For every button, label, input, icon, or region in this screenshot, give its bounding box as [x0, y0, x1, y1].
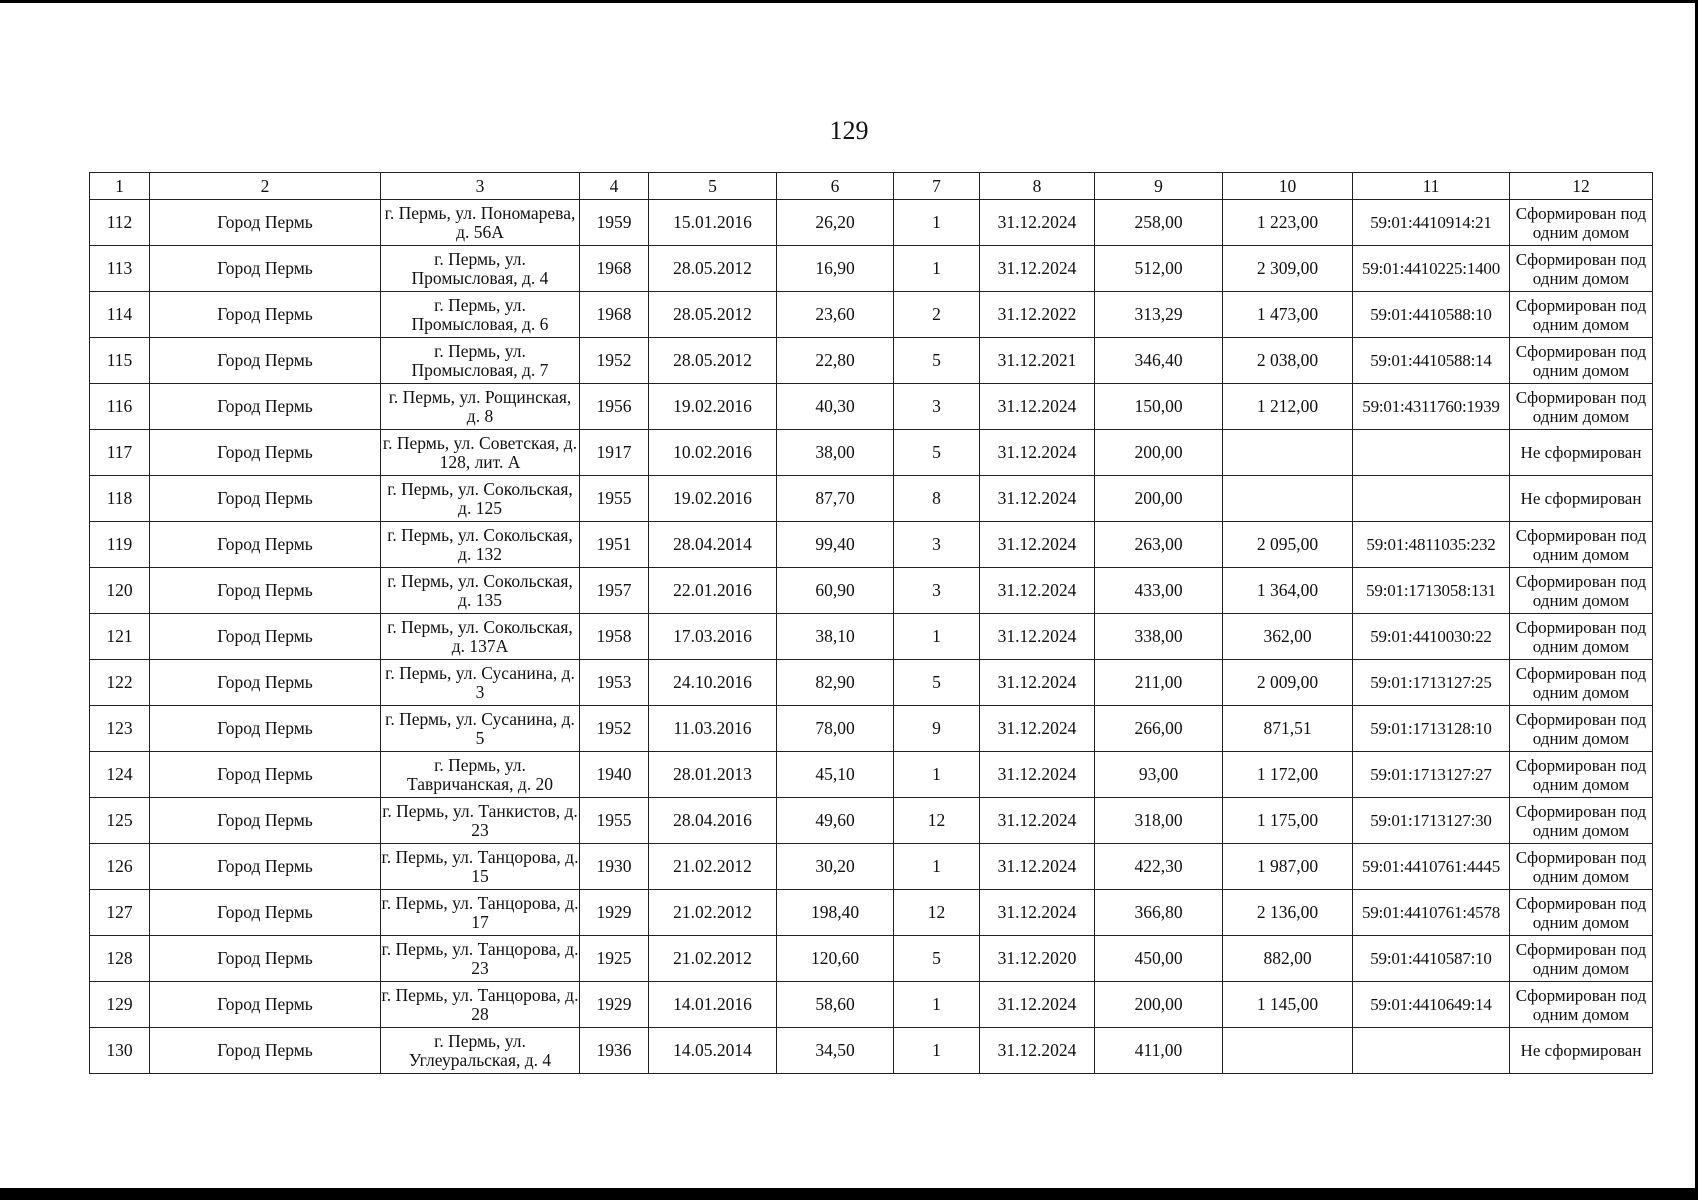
- municipality: Город Пермь: [150, 246, 381, 292]
- municipality: Город Пермь: [150, 706, 381, 752]
- municipality: Город Пермь: [150, 844, 381, 890]
- area-value: 58,60: [777, 982, 894, 1028]
- cadastral-number: 59:01:4311760:1939: [1353, 384, 1510, 430]
- land-area: 1 364,00: [1223, 568, 1353, 614]
- build-year: 1929: [580, 982, 649, 1028]
- cadastral-number: [1353, 476, 1510, 522]
- deadline-date: 31.12.2021: [980, 338, 1095, 384]
- area-total: 200,00: [1095, 476, 1223, 522]
- build-year: 1956: [580, 384, 649, 430]
- row-index: 121: [90, 614, 150, 660]
- build-year: 1951: [580, 522, 649, 568]
- municipality: Город Пермь: [150, 522, 381, 568]
- area-value: 22,80: [777, 338, 894, 384]
- deadline-date: 31.12.2024: [980, 1028, 1095, 1074]
- count-value: 8: [894, 476, 980, 522]
- build-year: 1929: [580, 890, 649, 936]
- registry-table: [89, 172, 1653, 1074]
- cadastral-number: 59:01:4410030:22: [1353, 614, 1510, 660]
- column-number: 4: [580, 173, 649, 200]
- row-index: 126: [90, 844, 150, 890]
- land-status: Сформирован под одним домом: [1510, 844, 1653, 890]
- land-status: Сформирован под одним домом: [1510, 660, 1653, 706]
- area-total: 150,00: [1095, 384, 1223, 430]
- cadastral-number: 59:01:1713058:131: [1353, 568, 1510, 614]
- deadline-date: 31.12.2024: [980, 384, 1095, 430]
- column-number: 12: [1510, 173, 1653, 200]
- count-value: 1: [894, 246, 980, 292]
- date-recognized: 19.02.2016: [649, 384, 777, 430]
- count-value: 1: [894, 844, 980, 890]
- land-status: Сформирован под одним домом: [1510, 292, 1653, 338]
- land-area: 871,51: [1223, 706, 1353, 752]
- area-total: 422,30: [1095, 844, 1223, 890]
- build-year: 1955: [580, 798, 649, 844]
- date-recognized: 21.02.2012: [649, 844, 777, 890]
- land-status: Сформирован под одним домом: [1510, 982, 1653, 1028]
- count-value: 2: [894, 292, 980, 338]
- address: г. Пермь, ул. Рощинская, д. 8: [381, 384, 580, 430]
- deadline-date: 31.12.2024: [980, 798, 1095, 844]
- deadline-date: 31.12.2024: [980, 844, 1095, 890]
- table-row: [90, 614, 1653, 660]
- column-number: 7: [894, 173, 980, 200]
- count-value: 1: [894, 614, 980, 660]
- deadline-date: 31.12.2024: [980, 982, 1095, 1028]
- cadastral-number: 59:01:1713127:25: [1353, 660, 1510, 706]
- area-value: 34,50: [777, 1028, 894, 1074]
- table-row: [90, 660, 1653, 706]
- date-recognized: 15.01.2016: [649, 200, 777, 246]
- area-total: 512,00: [1095, 246, 1223, 292]
- deadline-date: 31.12.2024: [980, 706, 1095, 752]
- land-area: 1 212,00: [1223, 384, 1353, 430]
- table-row: [90, 1028, 1653, 1074]
- municipality: Город Пермь: [150, 936, 381, 982]
- land-area: 1 223,00: [1223, 200, 1353, 246]
- row-index: 129: [90, 982, 150, 1028]
- table-row: [90, 430, 1653, 476]
- address: г. Пермь, ул. Сокольская, д. 125: [381, 476, 580, 522]
- build-year: 1925: [580, 936, 649, 982]
- column-number: 10: [1223, 173, 1353, 200]
- table-row: [90, 246, 1653, 292]
- area-total: 318,00: [1095, 798, 1223, 844]
- land-status: Сформирован под одним домом: [1510, 798, 1653, 844]
- count-value: 5: [894, 936, 980, 982]
- land-area: 2 038,00: [1223, 338, 1353, 384]
- column-number-row: [90, 173, 1653, 200]
- column-number: 9: [1095, 173, 1223, 200]
- area-total: 411,00: [1095, 1028, 1223, 1074]
- row-index: 130: [90, 1028, 150, 1074]
- build-year: 1959: [580, 200, 649, 246]
- deadline-date: 31.12.2022: [980, 292, 1095, 338]
- municipality: Город Пермь: [150, 752, 381, 798]
- count-value: 5: [894, 338, 980, 384]
- column-number: 5: [649, 173, 777, 200]
- land-area: 2 309,00: [1223, 246, 1353, 292]
- deadline-date: 31.12.2024: [980, 890, 1095, 936]
- table-row: [90, 798, 1653, 844]
- date-recognized: 28.01.2013: [649, 752, 777, 798]
- land-status: Сформирован под одним домом: [1510, 706, 1653, 752]
- table-row: [90, 384, 1653, 430]
- count-value: 5: [894, 430, 980, 476]
- column-number: 6: [777, 173, 894, 200]
- address: г. Пермь, ул. Танцорова, д. 28: [381, 982, 580, 1028]
- build-year: 1952: [580, 338, 649, 384]
- area-total: 263,00: [1095, 522, 1223, 568]
- address: г. Пермь, ул. Сокольская, д. 135: [381, 568, 580, 614]
- date-recognized: 24.10.2016: [649, 660, 777, 706]
- count-value: 3: [894, 384, 980, 430]
- area-total: 366,80: [1095, 890, 1223, 936]
- cadastral-number: 59:01:1713127:30: [1353, 798, 1510, 844]
- row-index: 128: [90, 936, 150, 982]
- table-body: [90, 173, 1653, 1074]
- cadastral-number: 59:01:4410914:21: [1353, 200, 1510, 246]
- cadastral-number: 59:01:4410761:4445: [1353, 844, 1510, 890]
- land-area: 1 145,00: [1223, 982, 1353, 1028]
- deadline-date: 31.12.2024: [980, 752, 1095, 798]
- count-value: 3: [894, 522, 980, 568]
- address: г. Пермь, ул. Сокольская, д. 132: [381, 522, 580, 568]
- row-index: 117: [90, 430, 150, 476]
- date-recognized: 21.02.2012: [649, 936, 777, 982]
- column-number: 3: [381, 173, 580, 200]
- row-index: 112: [90, 200, 150, 246]
- deadline-date: 31.12.2020: [980, 936, 1095, 982]
- land-status: Сформирован под одним домом: [1510, 890, 1653, 936]
- build-year: 1940: [580, 752, 649, 798]
- area-total: 266,00: [1095, 706, 1223, 752]
- address: г. Пермь, ул. Сусанина, д. 5: [381, 706, 580, 752]
- count-value: 12: [894, 798, 980, 844]
- date-recognized: 17.03.2016: [649, 614, 777, 660]
- land-status: Сформирован под одним домом: [1510, 568, 1653, 614]
- land-area: 2 136,00: [1223, 890, 1353, 936]
- page-number: 129: [829, 116, 869, 145]
- area-value: 120,60: [777, 936, 894, 982]
- area-value: 45,10: [777, 752, 894, 798]
- cadastral-number: [1353, 430, 1510, 476]
- area-total: 258,00: [1095, 200, 1223, 246]
- row-index: 123: [90, 706, 150, 752]
- land-status: Сформирован под одним домом: [1510, 246, 1653, 292]
- land-area: [1223, 430, 1353, 476]
- cadastral-number: 59:01:4811035:232: [1353, 522, 1510, 568]
- cadastral-number: 59:01:4410649:14: [1353, 982, 1510, 1028]
- row-index: 113: [90, 246, 150, 292]
- address: г. Пермь, ул. Промысловая, д. 4: [381, 246, 580, 292]
- build-year: 1968: [580, 246, 649, 292]
- address: г. Пермь, ул. Танцорова, д. 23: [381, 936, 580, 982]
- deadline-date: 31.12.2024: [980, 246, 1095, 292]
- land-area: 362,00: [1223, 614, 1353, 660]
- land-area: 1 987,00: [1223, 844, 1353, 890]
- column-number: 8: [980, 173, 1095, 200]
- address: г. Пермь, ул. Танцорова, д. 17: [381, 890, 580, 936]
- land-area: 2 095,00: [1223, 522, 1353, 568]
- column-number: 2: [150, 173, 381, 200]
- municipality: Город Пермь: [150, 476, 381, 522]
- area-total: 200,00: [1095, 430, 1223, 476]
- area-total: 200,00: [1095, 982, 1223, 1028]
- land-area: 882,00: [1223, 936, 1353, 982]
- deadline-date: 31.12.2024: [980, 568, 1095, 614]
- build-year: 1968: [580, 292, 649, 338]
- area-value: 49,60: [777, 798, 894, 844]
- land-status: Не сформирован: [1510, 1028, 1653, 1074]
- area-value: 198,40: [777, 890, 894, 936]
- area-total: 93,00: [1095, 752, 1223, 798]
- table-row: [90, 200, 1653, 246]
- build-year: 1955: [580, 476, 649, 522]
- area-total: 338,00: [1095, 614, 1223, 660]
- municipality: Город Пермь: [150, 982, 381, 1028]
- municipality: Город Пермь: [150, 614, 381, 660]
- deadline-date: 31.12.2024: [980, 614, 1095, 660]
- row-index: 122: [90, 660, 150, 706]
- build-year: 1917: [580, 430, 649, 476]
- area-value: 60,90: [777, 568, 894, 614]
- count-value: 9: [894, 706, 980, 752]
- scan-border-bottom: [0, 1188, 1698, 1200]
- count-value: 1: [894, 1028, 980, 1074]
- date-recognized: 14.05.2014: [649, 1028, 777, 1074]
- municipality: Город Пермь: [150, 890, 381, 936]
- municipality: Город Пермь: [150, 1028, 381, 1074]
- area-value: 16,90: [777, 246, 894, 292]
- cadastral-number: 59:01:4410588:14: [1353, 338, 1510, 384]
- land-status: Сформирован под одним домом: [1510, 522, 1653, 568]
- build-year: 1958: [580, 614, 649, 660]
- date-recognized: 11.03.2016: [649, 706, 777, 752]
- build-year: 1930: [580, 844, 649, 890]
- row-index: 114: [90, 292, 150, 338]
- land-status: Сформирован под одним домом: [1510, 614, 1653, 660]
- deadline-date: 31.12.2024: [980, 200, 1095, 246]
- deadline-date: 31.12.2024: [980, 660, 1095, 706]
- table-row: [90, 752, 1653, 798]
- municipality: Город Пермь: [150, 200, 381, 246]
- column-number: 1: [90, 173, 150, 200]
- column-number: 11: [1353, 173, 1510, 200]
- address: г. Пермь, ул. Углеуральская, д. 4: [381, 1028, 580, 1074]
- address: г. Пермь, ул. Танцорова, д. 15: [381, 844, 580, 890]
- address: г. Пермь, ул. Промысловая, д. 6: [381, 292, 580, 338]
- area-value: 78,00: [777, 706, 894, 752]
- date-recognized: 21.02.2012: [649, 890, 777, 936]
- cadastral-number: 59:01:4410761:4578: [1353, 890, 1510, 936]
- count-value: 3: [894, 568, 980, 614]
- table-row: [90, 936, 1653, 982]
- cadastral-number: 59:01:1713127:27: [1353, 752, 1510, 798]
- row-index: 125: [90, 798, 150, 844]
- land-status: Не сформирован: [1510, 476, 1653, 522]
- land-status: Сформирован под одним домом: [1510, 338, 1653, 384]
- area-value: 26,20: [777, 200, 894, 246]
- build-year: 1952: [580, 706, 649, 752]
- date-recognized: 22.01.2016: [649, 568, 777, 614]
- area-total: 211,00: [1095, 660, 1223, 706]
- row-index: 118: [90, 476, 150, 522]
- area-total: 450,00: [1095, 936, 1223, 982]
- land-status: Сформирован под одним домом: [1510, 752, 1653, 798]
- municipality: Город Пермь: [150, 660, 381, 706]
- area-value: 40,30: [777, 384, 894, 430]
- cadastral-number: 59:01:1713128:10: [1353, 706, 1510, 752]
- scan-border-top: [0, 0, 1698, 3]
- row-index: 115: [90, 338, 150, 384]
- municipality: Город Пермь: [150, 798, 381, 844]
- date-recognized: 28.04.2016: [649, 798, 777, 844]
- land-area: [1223, 476, 1353, 522]
- municipality: Город Пермь: [150, 384, 381, 430]
- municipality: Город Пермь: [150, 292, 381, 338]
- address: г. Пермь, ул. Советская, д. 128, лит. А: [381, 430, 580, 476]
- area-value: 30,20: [777, 844, 894, 890]
- row-index: 124: [90, 752, 150, 798]
- address: г. Пермь, ул. Танкистов, д. 23: [381, 798, 580, 844]
- deadline-date: 31.12.2024: [980, 430, 1095, 476]
- build-year: 1957: [580, 568, 649, 614]
- municipality: Город Пермь: [150, 568, 381, 614]
- area-value: 38,00: [777, 430, 894, 476]
- table-row: [90, 706, 1653, 752]
- cadastral-number: 59:01:4410587:10: [1353, 936, 1510, 982]
- area-total: 433,00: [1095, 568, 1223, 614]
- cadastral-number: [1353, 1028, 1510, 1074]
- municipality: Город Пермь: [150, 430, 381, 476]
- build-year: 1953: [580, 660, 649, 706]
- land-status: Не сформирован: [1510, 430, 1653, 476]
- date-recognized: 14.01.2016: [649, 982, 777, 1028]
- table-row: [90, 982, 1653, 1028]
- table-row: [90, 890, 1653, 936]
- land-area: [1223, 1028, 1353, 1074]
- count-value: 1: [894, 200, 980, 246]
- area-value: 99,40: [777, 522, 894, 568]
- municipality: Город Пермь: [150, 338, 381, 384]
- date-recognized: 28.05.2012: [649, 292, 777, 338]
- date-recognized: 28.05.2012: [649, 338, 777, 384]
- date-recognized: 28.04.2014: [649, 522, 777, 568]
- table-row: [90, 476, 1653, 522]
- table-row: [90, 292, 1653, 338]
- area-value: 38,10: [777, 614, 894, 660]
- row-index: 116: [90, 384, 150, 430]
- table-row: [90, 568, 1653, 614]
- count-value: 12: [894, 890, 980, 936]
- deadline-date: 31.12.2024: [980, 476, 1095, 522]
- date-recognized: 28.05.2012: [649, 246, 777, 292]
- date-recognized: 10.02.2016: [649, 430, 777, 476]
- build-year: 1936: [580, 1028, 649, 1074]
- address: г. Пермь, ул. Промысловая, д. 7: [381, 338, 580, 384]
- cadastral-number: 59:01:4410225:1400: [1353, 246, 1510, 292]
- address: г. Пермь, ул. Сусанина, д. 3: [381, 660, 580, 706]
- count-value: 1: [894, 752, 980, 798]
- date-recognized: 19.02.2016: [649, 476, 777, 522]
- land-status: Сформирован под одним домом: [1510, 936, 1653, 982]
- deadline-date: 31.12.2024: [980, 522, 1095, 568]
- land-status: Сформирован под одним домом: [1510, 200, 1653, 246]
- land-area: 1 172,00: [1223, 752, 1353, 798]
- row-index: 120: [90, 568, 150, 614]
- address: г. Пермь, ул. Пономарева, д. 56А: [381, 200, 580, 246]
- table-row: [90, 522, 1653, 568]
- row-index: 119: [90, 522, 150, 568]
- area-total: 313,29: [1095, 292, 1223, 338]
- area-total: 346,40: [1095, 338, 1223, 384]
- count-value: 1: [894, 982, 980, 1028]
- table-row: [90, 844, 1653, 890]
- land-area: 1 473,00: [1223, 292, 1353, 338]
- land-area: 1 175,00: [1223, 798, 1353, 844]
- table-row: [90, 338, 1653, 384]
- count-value: 5: [894, 660, 980, 706]
- area-value: 87,70: [777, 476, 894, 522]
- address: г. Пермь, ул. Тавричанская, д. 20: [381, 752, 580, 798]
- area-value: 82,90: [777, 660, 894, 706]
- area-value: 23,60: [777, 292, 894, 338]
- address: г. Пермь, ул. Сокольская, д. 137А: [381, 614, 580, 660]
- row-index: 127: [90, 890, 150, 936]
- land-area: 2 009,00: [1223, 660, 1353, 706]
- land-status: Сформирован под одним домом: [1510, 384, 1653, 430]
- cadastral-number: 59:01:4410588:10: [1353, 292, 1510, 338]
